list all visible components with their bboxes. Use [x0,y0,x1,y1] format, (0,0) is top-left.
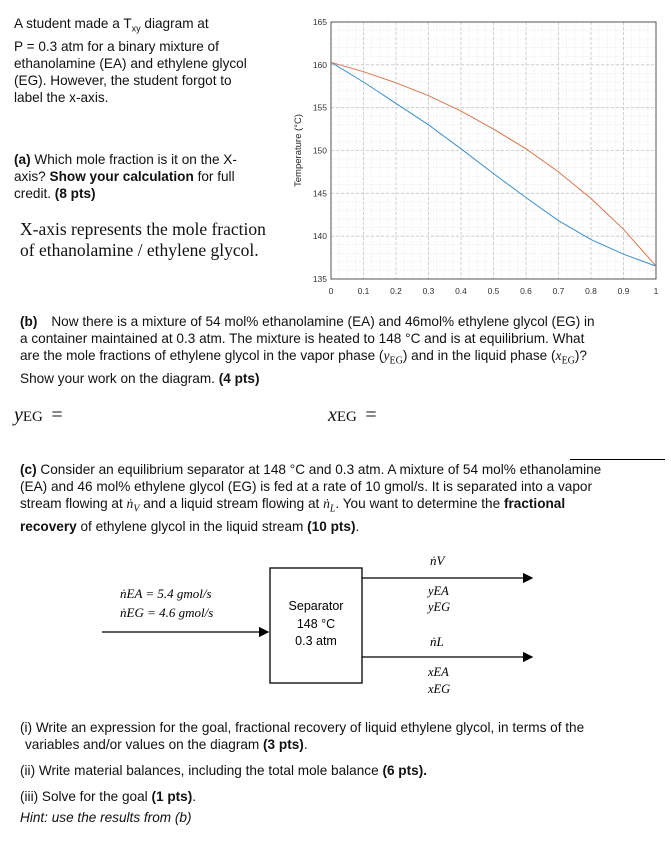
liquid-x-ea-label: xEA [428,665,449,679]
answer-a [20,219,295,261]
intro-line: label the x-axis. [14,89,109,105]
y-eg-symbol: y [383,348,390,363]
subquestion-i-text: (i) Write an expression for the goal, fractional recovery of liquid ethylene glycol, in terms of the [20,720,585,735]
vapor-flow-label: ṅV [430,553,445,568]
question-c-emph: fractional [503,496,566,511]
question-b-points: (4 pts) [218,370,260,386]
separator-name: Separator [288,599,344,613]
intro-line: P = 0.3 atm for a binary mixture of [14,38,219,54]
x-tick-label: 0 [328,286,334,296]
intro-line: diagram at [140,16,209,31]
feed-eg-label: ṅEG = 4.6 gmol/s [120,605,214,620]
subquestion-iii-text: . [192,789,197,804]
question-c-emph: recovery [20,518,77,534]
question-a [14,151,286,202]
y-tick-label: 145 [312,188,327,199]
question-b-tag: (b) [20,314,38,329]
question-a-text: credit. [14,186,55,201]
answer-line: of ethanolamine / ethylene glycol. [20,240,259,260]
feed-ea-label: ṅEA = 5.4 gmol/s [120,586,212,601]
txy-chart [285,6,671,311]
answer-line: X-axis represents the mole fraction [20,219,266,239]
question-a-text: Which mole fraction is it on the X- [30,152,237,167]
subquestion-i-text: . [303,737,308,752]
x-eg-subscript: EG [561,355,575,367]
question-a-points: (8 pts) [54,186,96,201]
question-c [20,461,665,535]
subquestion-iii-text: (iii) Solve for the goal [20,789,152,804]
liquid-x-eg-label: xEG [428,682,451,696]
question-c-text: (EA) and 46 mol% ethylene glycol (EG) is fed at a rate of 10 gmol/s. It is separated into a vapor [20,479,592,494]
question-b-text: are the mole fractions of ethylene glycol in the vapor phase ( [20,348,384,363]
question-a-emph: Show your calculation [49,169,194,184]
x-var: x [328,404,337,426]
question-c-tag: (c) [20,462,37,477]
question-b-text: )? [574,348,587,363]
hint-text: Hint: use the results from (b) [20,810,192,825]
question-b-text: ) and in the liquid phase ( [402,348,556,363]
x-var-subscript: EG [336,409,357,425]
subquestion-iii [20,788,196,805]
y-eg-answer [14,404,63,427]
liquid-flow-label: ṅL [430,634,444,649]
y-var-subscript: EG [22,409,43,425]
subquestion-ii-text: (ii) Write material balances, including the total mole balance [20,763,383,778]
y-tick-label: 140 [312,231,327,242]
separator-pressure: 0.3 atm [295,634,337,648]
intro-subscript: xy [131,23,141,34]
intro-text [14,15,284,106]
question-b [20,313,665,387]
intro-line: A student made a T [14,16,132,31]
question-c-text: Consider an equilibrium separator at 148 °C and 0.3 atm. A mixture of 54 mol% ethanolamine [36,462,602,477]
vapor-y-ea-label: yEA [428,584,449,598]
equals-sign: = [51,404,63,426]
x-tick-label: 0.9 [617,286,630,296]
question-b-text: a container maintained at 0.3 atm. The mixture is heated to 148 °C and is at equilibrium. What [20,331,585,346]
y-tick-label: 160 [312,59,327,70]
x-tick-label: 0.3 [422,286,435,296]
question-c-text: stream flowing at [20,496,127,511]
y-tick-label: 150 [312,145,327,156]
y-var: y [14,404,23,426]
x-tick-label: 0.4 [455,286,467,296]
question-c-text: . [355,518,360,534]
intro-line: (EG). However, the student forgot to [14,72,232,88]
question-b-text: Show your work on the diagram. [20,370,219,386]
y-tick-label: 165 [312,17,327,27]
y-tick-label: 155 [312,102,327,113]
x-tick-label: 0.1 [357,286,370,296]
question-a-text: axis? [14,169,50,184]
txy-chart-svg [285,6,671,311]
question-a-text: for full [193,169,235,184]
subquestion-i-text: variables and/or values on the diagram [25,737,264,752]
subquestion-ii [20,762,427,779]
x-eg-answer [328,404,377,427]
question-c-text: and a liquid stream flowing at [139,496,324,511]
subquestion-ii-points: (6 pts). [382,763,427,778]
y-tick-label: 135 [312,274,327,284]
subquestion-i [20,719,660,753]
x-tick-label: 0.8 [585,286,597,296]
subquestion-iii-points: (1 pts) [151,789,193,804]
subquestion-i-points: (3 pts) [263,737,304,752]
x-tick-label: 0.7 [552,286,565,296]
question-a-tag: (a) [14,152,31,167]
x-tick-label: 0.6 [520,286,532,296]
overline-mark [570,459,665,460]
n-dot-v-symbol: ṅ [126,496,134,511]
equals-sign: = [365,404,377,426]
question-c-text: . You want to determine the [335,496,504,511]
n-dot-v-subscript: V [133,503,140,515]
separator-diagram [0,550,671,710]
y-eg-subscript: EG [389,355,403,367]
vapor-y-eg-label: yEG [428,600,451,614]
x-tick-label: 0.5 [487,286,500,296]
question-c-points: (10 pts) [307,518,356,534]
separator-temp: 148 °C [296,617,336,631]
question-b-text: Now there is a mixture of 54 mol% ethanolamine (EA) and 46mol% ethylene glycol (EG) in [51,314,595,329]
x-eg-symbol: x [555,348,562,363]
y-axis-label: Temperature (°C) [293,114,304,187]
question-c-text: of ethylene glycol in the liquid stream [76,518,308,534]
x-tick-label: 1 [653,286,659,296]
n-dot-l-subscript: L [329,503,336,515]
n-dot-l-symbol: ṅ [323,496,330,511]
intro-line: ethanolamine (EA) and ethylene glycol [14,55,247,71]
x-tick-label: 0.2 [390,286,402,296]
